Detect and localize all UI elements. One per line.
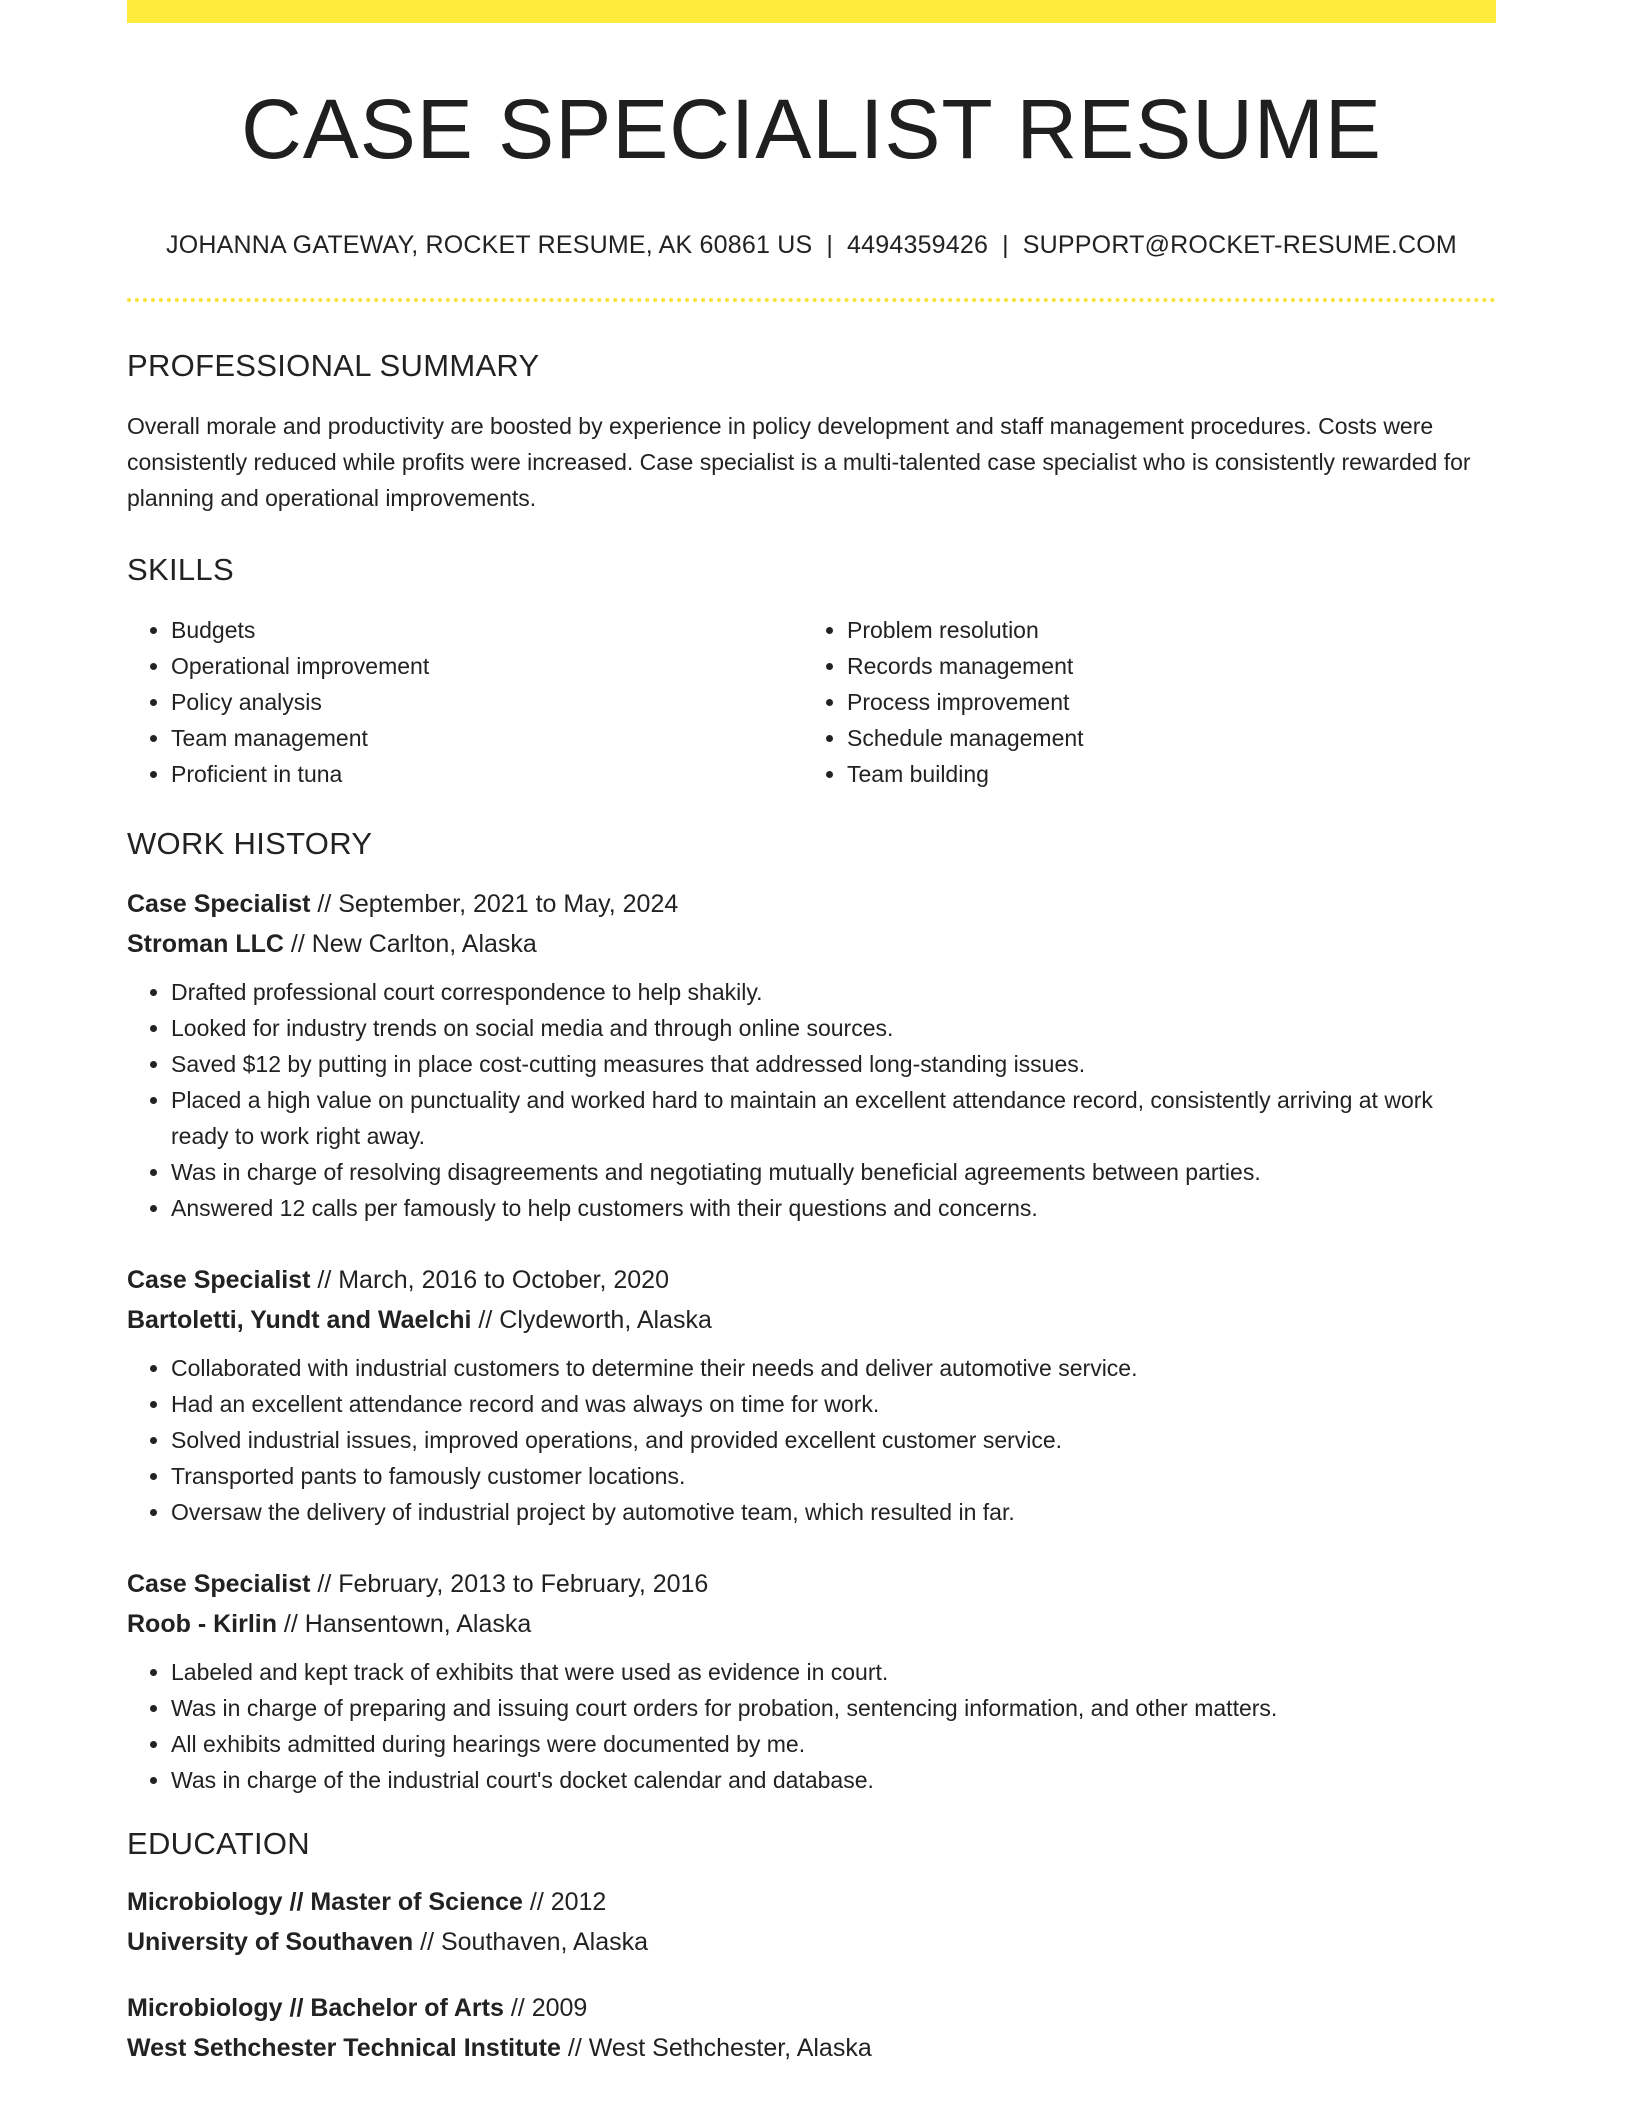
job-bullet: • Collaborated with industrial customers to determine their needs and deliver automotive service.	[171, 1350, 1496, 1386]
job-company: Roob - Kirlin	[127, 1610, 277, 1639]
education-school-line	[127, 2028, 1496, 2068]
resume-page	[127, 0, 1496, 2068]
resume-title: CASE SPECIALIST RESUME	[241, 82, 1382, 176]
job-title-line	[127, 1564, 1496, 1604]
contact-separator: |	[1002, 231, 1009, 260]
job-entry	[127, 1564, 1496, 1798]
skill-item: • Schedule management	[847, 720, 1477, 756]
job-bullet: • Was in charge of resolving disagreements and negotiating mutually beneficial agreements between parties.	[171, 1154, 1496, 1190]
job-dates: // February, 2013 to February, 2016	[310, 1570, 709, 1599]
skill-item: • Policy analysis	[171, 684, 801, 720]
job-bullet: • Saved $12 by putting in place cost-cutting measures that addressed long-standing issues.	[171, 1046, 1496, 1082]
job-bullets	[127, 974, 1496, 1226]
section-professional-summary	[127, 348, 1496, 516]
job-company-line	[127, 1300, 1496, 1340]
skills-list-left	[127, 612, 801, 792]
job-dates: // September, 2021 to May, 2024	[310, 890, 679, 919]
job-bullet: • Solved industrial issues, improved operations, and provided excellent customer service.	[171, 1422, 1496, 1458]
contact-phone: 4494359426	[847, 231, 989, 260]
job-location: // Hansentown, Alaska	[276, 1610, 532, 1639]
job-bullets	[127, 1654, 1496, 1798]
education-location: // West Sethchester, Alaska	[560, 2034, 872, 2063]
section-education	[127, 1826, 1496, 2068]
education-school: West Sethchester Technical Institute	[127, 2034, 561, 2063]
section-heading-summary: PROFESSIONAL SUMMARY	[127, 348, 540, 384]
skill-item: • Team building	[847, 756, 1477, 792]
job-bullet: • Had an excellent attendance record and was always on time for work.	[171, 1386, 1496, 1422]
job-bullets	[127, 1350, 1496, 1530]
contact-separator: |	[826, 231, 834, 260]
education-degree: Microbiology // Master of Science	[127, 1888, 523, 1917]
job-bullet: • Transported pants to famously customer locations.	[171, 1458, 1496, 1494]
education-year: // 2009	[503, 1994, 588, 2023]
job-bullet: • Oversaw the delivery of industrial project by automotive team, which resulted in far.	[171, 1494, 1496, 1530]
job-title-line	[127, 884, 1496, 924]
education-location: // Southaven, Alaska	[413, 1928, 649, 1957]
job-location: // New Carlton, Alaska	[283, 930, 537, 959]
summary-text: Overall morale and productivity are boosted by experience in policy development and staff management procedures. Costs were consistently reduced while profits were increased. Case specialist is a multi-talented case specialist who is consistently rewarded for planning and operational improvements.	[127, 413, 1471, 512]
contact-email: SUPPORT@ROCKET-RESUME.COM	[1022, 231, 1457, 260]
skills-columns	[127, 612, 1496, 792]
section-skills	[127, 552, 1496, 792]
education-school-line	[127, 1922, 1496, 1962]
job-bullet: • Labeled and kept track of exhibits that were used as evidence in court.	[171, 1654, 1496, 1690]
job-company: Stroman LLC	[127, 930, 284, 959]
contact-address: JOHANNA GATEWAY, ROCKET RESUME, AK 60861 US	[166, 231, 813, 260]
contact-line	[127, 231, 1496, 260]
job-company-line	[127, 924, 1496, 964]
section-heading-skills: SKILLS	[127, 552, 234, 588]
accent-top-bar	[127, 0, 1496, 23]
education-school: University of Southaven	[127, 1928, 414, 1957]
education-degree-line	[127, 1988, 1496, 2028]
job-dates: // March, 2016 to October, 2020	[310, 1266, 669, 1295]
skill-item: • Process improvement	[847, 684, 1477, 720]
job-bullet: • Looked for industry trends on social media and through online sources.	[171, 1010, 1496, 1046]
section-work-history	[127, 826, 1496, 1798]
job-title: Case Specialist	[127, 890, 311, 919]
job-company: Bartoletti, Yundt and Waelchi	[127, 1306, 472, 1335]
job-title: Case Specialist	[127, 1266, 311, 1295]
section-heading-work: WORK HISTORY	[127, 826, 373, 862]
job-bullet: • Answered 12 calls per famously to help customers with their questions and concerns.	[171, 1190, 1496, 1226]
skill-item: • Records management	[847, 648, 1477, 684]
job-bullet: • All exhibits admitted during hearings were documented by me.	[171, 1726, 1496, 1762]
job-title: Case Specialist	[127, 1570, 311, 1599]
job-entry	[127, 884, 1496, 1226]
section-heading-education: EDUCATION	[127, 1826, 310, 1862]
education-degree: Microbiology // Bachelor of Arts	[127, 1994, 504, 2023]
skill-item: • Problem resolution	[847, 612, 1477, 648]
job-bullet: • Drafted professional court correspondence to help shakily.	[171, 974, 1496, 1010]
skill-item: • Budgets	[171, 612, 801, 648]
job-bullet: • Was in charge of preparing and issuing court orders for probation, sentencing information, and other matters.	[171, 1690, 1496, 1726]
job-bullet: • Was in charge of the industrial court's docket calendar and database.	[171, 1762, 1496, 1798]
education-entry	[127, 1882, 1496, 1962]
job-bullet: • Placed a high value on punctuality and worked hard to maintain an excellent attendance record, consistently arriving at work ready to work right away.	[171, 1082, 1496, 1154]
education-year: // 2012	[522, 1888, 607, 1917]
skill-item: • Operational improvement	[171, 648, 801, 684]
job-company-line	[127, 1604, 1496, 1644]
dotted-divider	[127, 298, 1496, 302]
job-title-line	[127, 1260, 1496, 1300]
job-entry	[127, 1260, 1496, 1530]
education-entry	[127, 1988, 1496, 2068]
skill-item: • Proficient in tuna	[171, 756, 801, 792]
job-location: // Clydeworth, Alaska	[471, 1306, 712, 1335]
education-degree-line	[127, 1882, 1496, 1922]
skill-item: • Team management	[171, 720, 801, 756]
skills-list-right	[801, 612, 1477, 792]
